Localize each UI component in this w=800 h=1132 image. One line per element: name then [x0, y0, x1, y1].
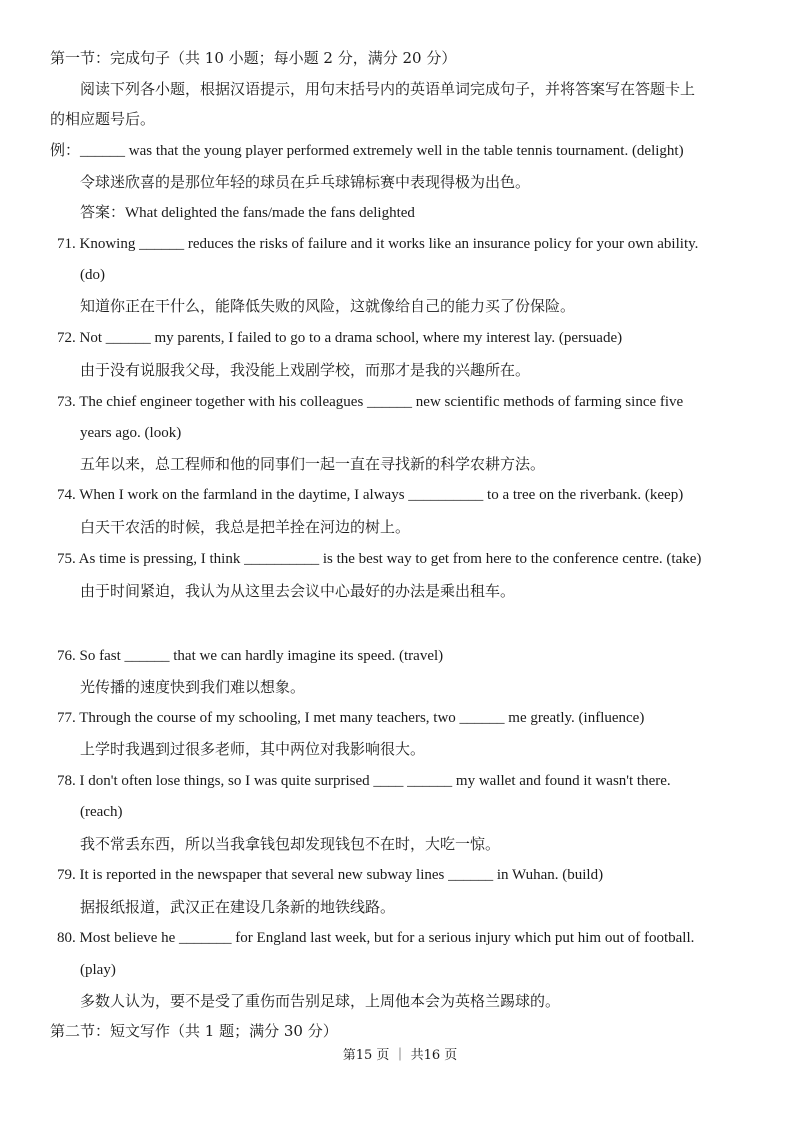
question-72: 72. Not ______ my parents, I failed to go to a drama school, where my interest lay. (persuade)	[57, 330, 623, 346]
question-74-translation: 白天干农活的时候，我总是把羊拴在河边的树上。	[80, 518, 411, 536]
question-75: 75. As time is pressing, I think __________ is the best way to get from here to the conference centre. (take)	[57, 551, 702, 567]
section2-title: 第二节：短文写作（共 1 题；满分 30 分）	[50, 1022, 338, 1040]
example-answer: 答案：What delighted the fans/made the fans delighted	[80, 205, 415, 221]
question-74: 74. When I work on the farmland in the daytime, I always __________ to a tree on the riverbank. (keep)	[57, 487, 684, 503]
section1-title: 第一节：完成句子（共 10 小题；每小题 2 分，满分 20 分）	[50, 49, 457, 67]
question-71: 71. Knowing ______ reduces the risks of failure and it works like an insurance policy for your own ability.	[57, 236, 699, 252]
example-sentence	[50, 140, 684, 162]
question-77: 77. Through the course of my schooling, I met many teachers, two ______ me greatly. (influence)	[57, 710, 645, 726]
question-80-hint: (play)	[80, 962, 116, 978]
question-71-translation: 知道你正在干什么，能降低失败的风险，这就像给自己的能力买了份保险。	[80, 297, 576, 315]
question-71-hint: (do)	[80, 267, 105, 283]
question-78-translation: 我不常丢东西，所以当我拿钱包却发现钱包不在时，大吃一惊。	[80, 835, 501, 853]
example-translation: 令球迷欣喜的是那位年轻的球员在乒乓球锦标赛中表现得极为出色。	[80, 173, 531, 191]
question-80: 80. Most believe he _______ for England last week, but for a serious injury which put him out of football.	[57, 930, 695, 946]
question-73-hint: years ago. (look)	[80, 425, 182, 441]
question-73-translation: 五年以来，总工程师和他的同事们一起一直在寻找新的科学农耕方法。	[80, 455, 546, 473]
question-73: 73. The chief engineer together with his colleagues ______ new scientific methods of farming since five	[57, 394, 684, 410]
question-79: 79. It is reported in the newspaper that several new subway lines ______ in Wuhan. (build)	[57, 867, 604, 883]
question-79-translation: 据报纸报道，武汉正在建设几条新的地铁线路。	[80, 898, 396, 916]
instructions-line2: 的相应题号后。	[50, 110, 156, 128]
page-footer: 第15 页 ｜ 共16 页	[342, 1048, 458, 1063]
question-76: 76. So fast ______ that we can hardly imagine its speed. (travel)	[57, 648, 444, 664]
example-text: ______ was that the young player performed extremely well in the table tennis tournament. (delight)	[80, 143, 684, 159]
question-72-translation: 由于没有说服我父母，我没能上戏剧学校，而那才是我的兴趣所在。	[80, 361, 531, 379]
question-78-hint: (reach)	[80, 804, 123, 820]
question-75-translation: 由于时间紧迫，我认为从这里去会议中心最好的办法是乘出租车。	[80, 582, 516, 600]
question-78: 78. I don't often lose things, so I was quite surprised ____ ______ my wallet and found it wasn't there.	[57, 773, 671, 789]
question-77-translation: 上学时我遇到过很多老师，其中两位对我影响很大。	[80, 740, 426, 758]
question-76-translation: 光传播的速度快到我们难以想象。	[80, 678, 306, 696]
instructions-line1: 阅读下列各小题，根据汉语提示，用句末括号内的英语单词完成句子，并将答案写在答题卡上	[80, 80, 696, 98]
question-80-translation: 多数人认为，要不是受了重伤而告别足球，上周他本会为英格兰踢球的。	[80, 992, 561, 1010]
example-label: 例：	[50, 143, 81, 159]
